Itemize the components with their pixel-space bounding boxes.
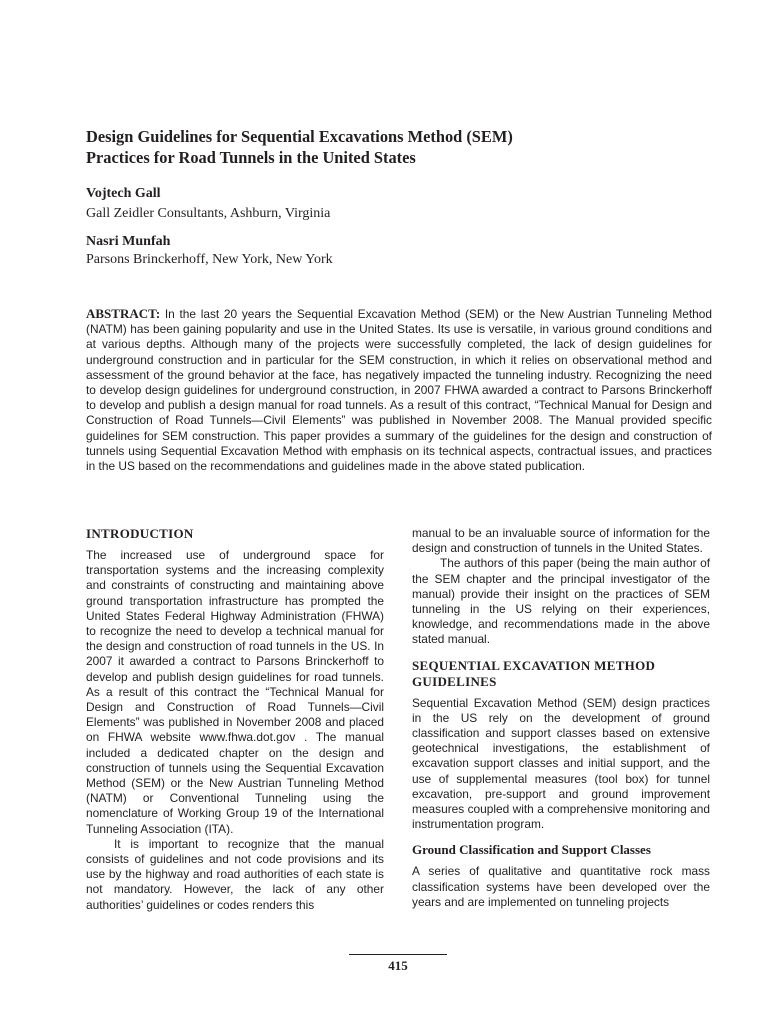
page-number: 415 xyxy=(388,958,408,973)
left-column xyxy=(86,526,384,913)
author-name: Vojtech Gall xyxy=(86,186,161,201)
abstract-label: ABSTRACT: xyxy=(86,306,161,321)
title-line-2: Practices for Road Tunnels in the United States xyxy=(86,148,416,167)
sem-guidelines-heading: SEQUENTIAL EXCAVATION METHOD GUIDELINES xyxy=(412,657,656,689)
author-affiliation: Parsons Brinckerhoff, New York, New York xyxy=(86,252,333,267)
paper-title xyxy=(86,126,706,168)
title-line-1: Design Guidelines for Sequential Excavations Method (SEM) xyxy=(86,127,513,146)
sem-paragraph: Sequential Excavation Method (SEM) design practices in the US rely on the development of ground classification and support classes based on extensive geotechnical investigations, the establishment of excavation support classes and initial support, and the use of supplemental measures (tool box) for tunnel excavation, pre-support and ground improvement measures coupled with a comprehensive monitoring and instrumentation program. xyxy=(412,695,710,832)
introduction-heading: INTRODUCTION xyxy=(86,526,194,541)
intro-paragraph-1: The increased use of underground space for transportation systems and the increasing complexity and constraints of constructing and maintaining above ground transportation infrastructure has prompted the United States Federal Highway Administration (FHWA) to recognize the need to develop a technical manual for the design and construction of road tunnels in the US. In 2007 it awarded a contract to Parsons Brinckerhoff to develop and publish design guidelines for road tunnels. As a result of this contract the “Technical Manual for Design and Construction of Road Tunnels—Civil Elements” was published in November 2008 and placed on FHWA website www.fhwa.dot.gov . The manual included a dedicated chapter on the design and construction of tunnels using the Sequential Excavation Method (SEM) or the New Austrian Tunneling Method (NATM) or Conventional Tunneling using the nomenclature of Working Group 19 of the International Tunneling Association (ITA). xyxy=(86,548,384,836)
footer-rule xyxy=(349,954,447,955)
section-gap xyxy=(412,832,710,842)
abstract xyxy=(86,306,712,474)
ground-classification-paragraph: A series of qualitative and quantitative rock mass classification systems have been developed over the years and are implemented on tunneling projects xyxy=(412,864,710,909)
intro-paragraph-3: The authors of this paper (being the main author of the SEM chapter and the principal investigator of the manual) provide their insight on the practices of SEM tunneling in the US relying on their experiences, knowledge, and recommendations made in the above stated manual. xyxy=(412,556,710,647)
abstract-text: In the last 20 years the Sequential Excavation Method (SEM) or the New Austrian Tunneling Method (NATM) has been gaining popularity and use in the United States. Its use is versatile, in various ground conditions and at various depths. Although many of the projects were successfully completed, the lack of design guidelines for underground construction and in particular for the SEM construction, in which it relies on observational method and assessment of the ground behavior at the face, has negatively impacted the tunneling industry. Recognizing the need to develop design guidelines for underground construction, in 2007 FHWA awarded a contract to Parsons Brinckerhoff to develop and publish a design manual for road tunnels. As a result of this contract, “Technical Manual for Design and Construction of Road Tunnels—Civil Elements” was published in November 2008. The Manual provided specific guidelines for SEM construction. This paper provides a summary of the guidelines for the design and construction of tunnels using Sequential Excavation Method with emphasis on its technical aspects, contractual issues, and practices in the US based on the recommendations and guidelines made in the above stated publication. xyxy=(86,307,712,474)
right-column xyxy=(412,526,710,910)
ground-classification-subheading: Ground Classification and Support Classes xyxy=(412,842,651,858)
section-gap xyxy=(412,648,710,658)
author-name: Nasri Munfah xyxy=(86,234,171,249)
intro-paragraph-continued: manual to be an invaluable source of information for the design and construction of tunnels in the United States. xyxy=(412,526,710,556)
author-affiliation: Gall Zeidler Consultants, Ashburn, Virginia xyxy=(86,206,331,221)
intro-paragraph-2: It is important to recognize that the manual consists of guidelines and not code provisions and its use by the highway and road authorities of each state is not mandatory. However, the lack of any other authorities’ guidelines or codes renders this xyxy=(86,836,384,912)
